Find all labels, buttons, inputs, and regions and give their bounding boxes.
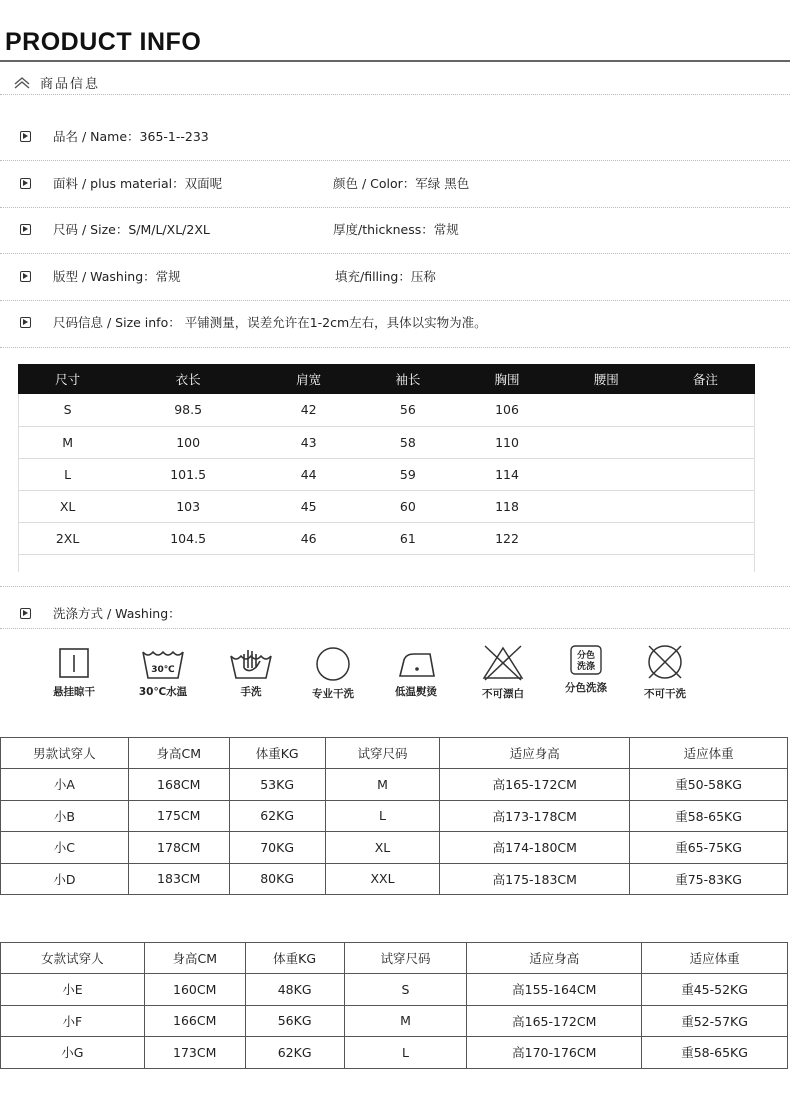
care-item: 不可漂白: [463, 644, 543, 701]
column-header: 胸围: [457, 364, 556, 394]
column-header: 腰围: [557, 364, 656, 394]
hand-wash-icon: [228, 646, 274, 680]
column-header: 适应体重: [642, 943, 788, 974]
table-cell: 118: [457, 490, 556, 522]
column-header: 适应身高: [467, 943, 642, 974]
table-cell: 178CM: [128, 832, 229, 864]
section-header: [12, 72, 100, 92]
column-header: 试穿尺码: [344, 943, 467, 974]
svg-text:30℃: 30℃: [151, 665, 175, 675]
column-header: 尺寸: [18, 364, 117, 394]
table-cell: 160CM: [144, 974, 245, 1006]
table-cell: 小G: [1, 1037, 145, 1069]
table-cell: [557, 458, 656, 490]
table-cell: 高175-183CM: [440, 863, 630, 895]
table-cell: 重45-52KG: [642, 974, 788, 1006]
table-cell: 42: [259, 394, 358, 426]
care-item: 30℃ 30℃水温: [123, 648, 203, 699]
info-row-name: [20, 126, 780, 146]
table-cell: 53KG: [229, 769, 325, 801]
table-cell: [557, 522, 656, 554]
bullet-icon: [20, 317, 31, 328]
table-cell: 重58-65KG: [642, 1037, 788, 1069]
table-cell: M: [18, 426, 117, 458]
product-filling: 填充/filling：压称: [335, 269, 436, 284]
info-row-washing: [20, 603, 780, 623]
bullet-icon: [20, 608, 31, 619]
svg-text:洗涤: 洗涤: [576, 662, 596, 672]
table-cell: 183CM: [128, 863, 229, 895]
column-header: 男款试穿人: [1, 738, 129, 769]
size-row: [18, 458, 755, 490]
table-cell: 高170-176CM: [467, 1037, 642, 1069]
female-model-table: [0, 942, 788, 1069]
table-cell: 45: [259, 490, 358, 522]
female-model-row: [1, 1005, 788, 1037]
table-cell: 高165-172CM: [467, 1005, 642, 1037]
info-row-material: [20, 173, 780, 193]
care-item: 低温熨烫: [376, 650, 456, 699]
info-row-size-info: [20, 312, 780, 332]
table-cell: M: [325, 769, 440, 801]
table-cell: 103: [117, 490, 259, 522]
table-cell: 173CM: [144, 1037, 245, 1069]
table-cell: 80KG: [229, 863, 325, 895]
table-cell: 166CM: [144, 1005, 245, 1037]
table-cell: 43: [259, 426, 358, 458]
table-cell: XL: [18, 490, 117, 522]
table-cell: 高174-180CM: [440, 832, 630, 864]
low-iron-icon: [394, 650, 438, 680]
column-header: 身高CM: [144, 943, 245, 974]
table-cell: [656, 490, 755, 522]
column-header: 备注: [656, 364, 755, 394]
care-item: 悬挂晾干: [34, 646, 114, 699]
table-cell: 168CM: [128, 769, 229, 801]
table-cell: 小C: [1, 832, 129, 864]
table-cell: 56KG: [245, 1005, 344, 1037]
table-cell: 高165-172CM: [440, 769, 630, 801]
product-size: 尺码 / Size：S/M/L/XL/2XL: [53, 222, 210, 237]
table-cell: L: [325, 800, 440, 832]
title-divider: [0, 60, 790, 62]
column-header: 试穿尺码: [325, 738, 440, 769]
info-row-size: [20, 219, 780, 239]
table-cell: 2XL: [18, 522, 117, 554]
male-model-table: [0, 737, 788, 895]
table-cell: 重75-83KG: [630, 863, 788, 895]
bullet-icon: [20, 131, 31, 142]
table-cell: L: [344, 1037, 467, 1069]
table-cell: 104.5: [117, 522, 259, 554]
table-cell: 重50-58KG: [630, 769, 788, 801]
table-cell: 101.5: [117, 458, 259, 490]
table-cell: 44: [259, 458, 358, 490]
care-item: 专业干洗: [293, 646, 373, 701]
column-header: 身高CM: [128, 738, 229, 769]
care-item: 不可干洗: [625, 642, 705, 701]
washing-label: 洗涤方式 / Washing：: [53, 606, 181, 621]
table-cell: 110: [457, 426, 556, 458]
table-cell: 122: [457, 522, 556, 554]
female-model-row: [1, 974, 788, 1006]
table-cell: [656, 394, 755, 426]
table-cell: 70KG: [229, 832, 325, 864]
table-cell: 小E: [1, 974, 145, 1006]
column-header: 适应体重: [630, 738, 788, 769]
table-cell: 小A: [1, 769, 129, 801]
table-cell: 106: [457, 394, 556, 426]
table-cell: M: [344, 1005, 467, 1037]
product-fit: 版型 / Washing：常规: [53, 269, 181, 284]
bullet-icon: [20, 271, 31, 282]
hang-dry-icon: [57, 646, 91, 680]
size-row: [18, 522, 755, 554]
table-cell: 重65-75KG: [630, 832, 788, 864]
chevron-up-icon: [12, 74, 32, 90]
size-row: [18, 490, 755, 522]
column-header: 袖长: [358, 364, 457, 394]
info-row-fit: [20, 266, 780, 286]
wash-30-icon: [140, 648, 186, 680]
female-model-row: [1, 1037, 788, 1069]
table-cell: [557, 490, 656, 522]
svg-text:分色: 分色: [576, 651, 596, 661]
table-cell: 小D: [1, 863, 129, 895]
table-cell: XXL: [325, 863, 440, 895]
table-cell: [656, 458, 755, 490]
separate-wash-icon: [569, 644, 603, 676]
table-cell: [557, 394, 656, 426]
table-cell: 114: [457, 458, 556, 490]
column-header: 体重KG: [229, 738, 325, 769]
column-header: 适应身高: [440, 738, 630, 769]
table-cell: 98.5: [117, 394, 259, 426]
table-cell: 48KG: [245, 974, 344, 1006]
table-cell: L: [18, 458, 117, 490]
care-icons: [0, 640, 790, 710]
table-cell: 100: [117, 426, 259, 458]
no-dry-clean-icon: [645, 642, 685, 682]
column-header: 肩宽: [259, 364, 358, 394]
column-header: 体重KG: [245, 943, 344, 974]
product-name: 品名 / Name：365-1--233: [53, 129, 209, 144]
table-cell: S: [344, 974, 467, 1006]
dry-clean-icon: [315, 646, 351, 682]
table-cell: 58: [358, 426, 457, 458]
page-title: PRODUCT INFO: [5, 28, 202, 56]
table-cell: 高173-178CM: [440, 800, 630, 832]
table-cell: 61: [358, 522, 457, 554]
section-title: 商品信息: [40, 76, 101, 92]
size-table: [18, 364, 755, 555]
table-cell: 小B: [1, 800, 129, 832]
bullet-icon: [20, 178, 31, 189]
table-cell: 62KG: [245, 1037, 344, 1069]
size-info-note: 尺码信息 / Size info： 平铺测量，误差允许在1-2cm左右，具体以实物为准。: [53, 315, 487, 330]
care-item: 手洗: [211, 646, 291, 699]
no-bleach-icon: [481, 644, 525, 682]
bullet-icon: [20, 224, 31, 235]
column-header: 女款试穿人: [1, 943, 145, 974]
table-cell: [557, 426, 656, 458]
care-item: 分色 洗涤 分色洗涤: [546, 644, 626, 695]
male-model-row: [1, 832, 788, 864]
size-row: [18, 426, 755, 458]
product-material: 面料 / plus material：双面呢: [53, 176, 223, 191]
table-cell: [656, 426, 755, 458]
table-cell: S: [18, 394, 117, 426]
table-cell: 重52-57KG: [642, 1005, 788, 1037]
male-model-row: [1, 800, 788, 832]
table-cell: 175CM: [128, 800, 229, 832]
product-color: 颜色 / Color：军绿 黑色: [333, 176, 470, 191]
table-cell: 高155-164CM: [467, 974, 642, 1006]
table-cell: 59: [358, 458, 457, 490]
table-cell: 小F: [1, 1005, 145, 1037]
male-model-row: [1, 863, 788, 895]
product-thickness: 厚度/thickness：常规: [333, 222, 459, 237]
table-cell: 62KG: [229, 800, 325, 832]
column-header: 衣长: [117, 364, 259, 394]
table-cell: XL: [325, 832, 440, 864]
table-cell: [656, 522, 755, 554]
male-model-row: [1, 769, 788, 801]
table-cell: 重58-65KG: [630, 800, 788, 832]
table-cell: 46: [259, 522, 358, 554]
table-cell: 56: [358, 394, 457, 426]
table-cell: 60: [358, 490, 457, 522]
size-row: [18, 394, 755, 426]
